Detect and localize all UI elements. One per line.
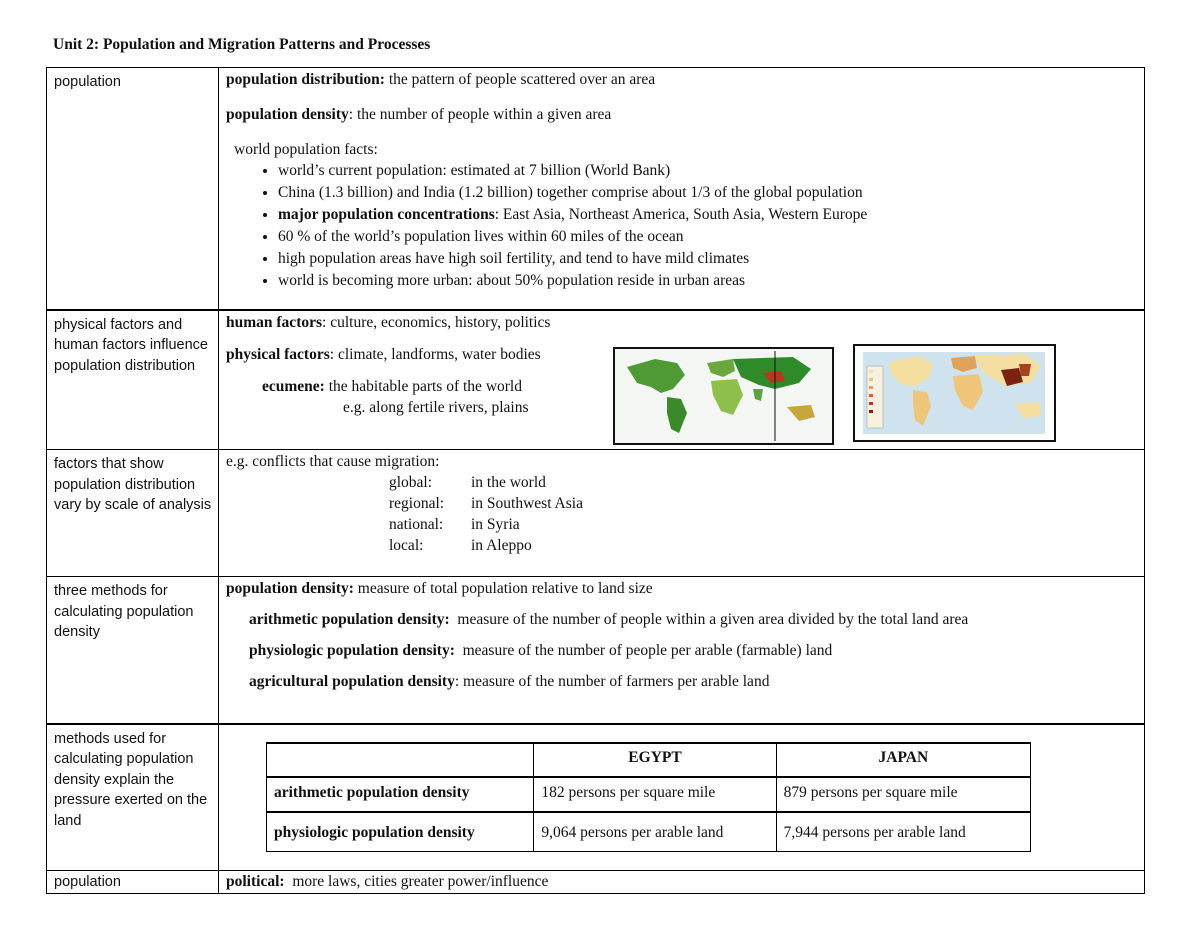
- population-density-world-map: [853, 344, 1056, 442]
- list-item: • high population areas have high soil fertility, and tend to have mild climates: [278, 248, 1138, 270]
- topic-cell: factors that show population distribution vary by scale of analysis: [47, 450, 219, 577]
- row-label: arithmetic population density: [267, 777, 534, 812]
- header-cell: EGYPT: [534, 743, 776, 777]
- scale-label: national:: [389, 516, 444, 533]
- content-cell: [219, 577, 1145, 724]
- scale-label: regional:: [389, 495, 445, 512]
- content-cell: [219, 871, 1145, 894]
- density-comparison-table: [266, 742, 1031, 852]
- topic-cell: methods used for calculating population density explain the pressure exerted on the land: [47, 724, 219, 871]
- content-cell: [219, 450, 1145, 577]
- ecumene-example: e.g. along fertile rivers, plains: [343, 398, 529, 416]
- row-population-political: [47, 871, 1145, 894]
- list-item: • major population concentrations: East Asia, Northeast America, South Asia, Western Europe: [278, 204, 1138, 226]
- header-cell: JAPAN: [776, 743, 1030, 777]
- content-cell: [219, 724, 1145, 871]
- term: population density: [226, 106, 349, 123]
- topic-cell: population: [47, 871, 219, 894]
- scale-list: [226, 472, 1138, 556]
- table-row: [267, 812, 1031, 852]
- terrain-map-icon: [615, 349, 832, 443]
- notes-table: [46, 67, 1145, 894]
- method-line: arithmetic population density: measure of the number of people within a given area divided by the total land area: [249, 611, 969, 628]
- scale-value: in Syria: [471, 516, 520, 533]
- row-physical-human-factors: [47, 310, 1145, 450]
- scale-label: global:: [389, 474, 433, 491]
- ecumene-line: ecumene: the habitable parts of the world: [262, 377, 522, 395]
- table-header-row: [267, 743, 1031, 777]
- table-row: [267, 777, 1031, 812]
- japan-cell: 879 persons per square mile: [776, 777, 1030, 812]
- content-cell: [219, 68, 1145, 310]
- row-population: [47, 68, 1145, 310]
- list-item: • world is becoming more urban: about 50% population reside in urban areas: [278, 270, 1138, 292]
- row-scale-of-analysis: [47, 450, 1145, 577]
- row-density-comparison: [47, 724, 1145, 871]
- list-item: • 60 % of the world’s population lives within 60 miles of the ocean: [278, 226, 1138, 248]
- scale-value: in the world: [471, 474, 546, 491]
- header-cell: [267, 743, 534, 777]
- topic-cell: physical factors and human factors influence population distribution: [47, 310, 219, 450]
- term: population distribution:: [226, 71, 385, 88]
- egypt-cell: 9,064 persons per arable land: [534, 812, 776, 852]
- list-item: • world’s current population: estimated at 7 billion (World Bank): [278, 160, 1138, 182]
- japan-cell: 7,944 persons per arable land: [776, 812, 1030, 852]
- density-line: [226, 104, 1138, 125]
- method-line: agricultural population density: measure of the number of farmers per arable land: [249, 673, 770, 690]
- topic-cell: three methods for calculating population density: [47, 577, 219, 724]
- distribution-line: [226, 69, 1138, 90]
- facts-list: [226, 160, 1138, 292]
- scale-label: local:: [389, 537, 424, 554]
- definition: the pattern of people scattered over an area: [384, 71, 656, 88]
- population-map-icon: [855, 346, 1054, 440]
- document-title: Unit 2: Population and Migration Patterns and Processes: [53, 36, 431, 53]
- definition: : the number of people within a given area: [348, 106, 612, 123]
- list-item: • China (1.3 billion) and India (1.2 billion) together comprise about 1/3 of the global population: [278, 182, 1138, 204]
- content-cell: [219, 310, 1145, 450]
- topic-cell: population: [47, 68, 219, 310]
- scale-value: in Aleppo: [471, 537, 532, 554]
- political-line: political: more laws, cities greater power/influence: [226, 873, 549, 890]
- scale-intro: e.g. conflicts that cause migration:: [226, 453, 440, 470]
- row-density-methods: [47, 577, 1145, 724]
- facts-heading: world population facts:: [234, 141, 378, 158]
- physical-factors-line: physical factors: climate, landforms, water bodies: [226, 345, 541, 363]
- egypt-cell: 182 persons per square mile: [534, 777, 776, 812]
- row-label: physiologic population density: [267, 812, 534, 852]
- scale-value: in Southwest Asia: [471, 495, 583, 512]
- method-line: physiologic population density: measure of the number of people per arable (farmable) land: [249, 642, 833, 659]
- terrain-world-map: [613, 347, 834, 445]
- density-main-line: population density: measure of total population relative to land size: [226, 580, 653, 597]
- human-factors-line: human factors: culture, economics, history, politics: [226, 313, 551, 331]
